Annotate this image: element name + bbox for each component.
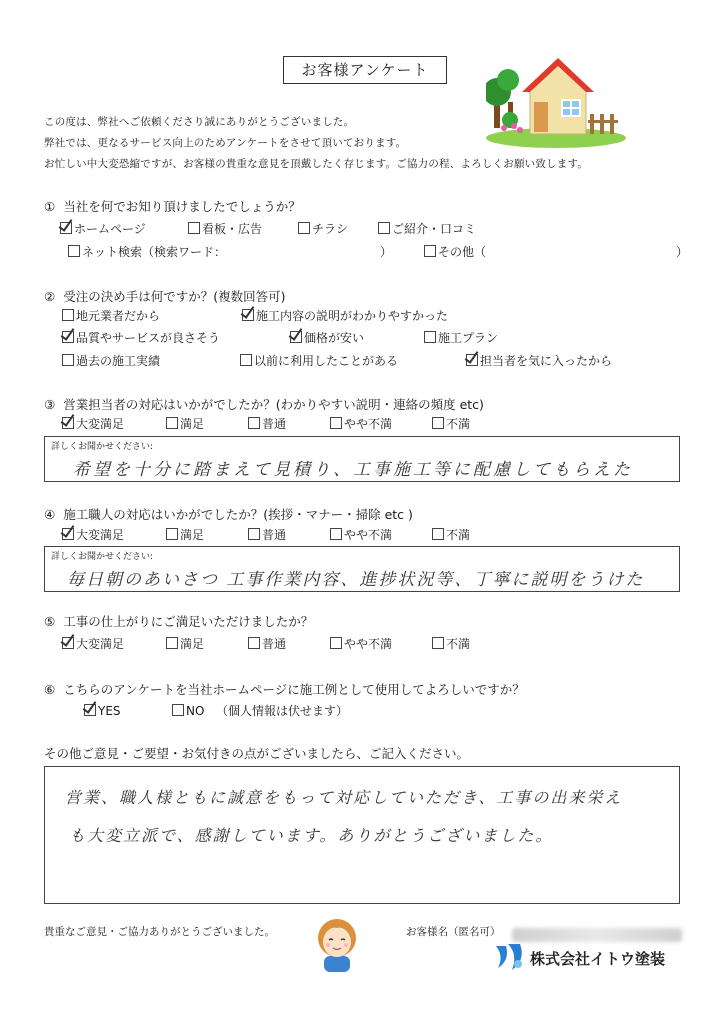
q1-option-net-search[interactable]: ネット検索（検索ワード：	[68, 244, 226, 260]
question-1-number: ①	[44, 199, 56, 214]
checkbox[interactable]	[248, 637, 260, 649]
checkbox-checked[interactable]	[60, 222, 72, 234]
intro-line-3: お忙しい中大変恐縮ですが、お客様の貴重な意見を頂戴したく存じます。ご協力の程、よろしくお願い致します。	[44, 158, 589, 170]
q4-option-unsatisfied[interactable]: 不満	[432, 527, 470, 543]
question-3	[44, 395, 484, 413]
checkbox-checked[interactable]	[62, 417, 74, 429]
q3-option-very-satisfied[interactable]: 大変満足	[62, 416, 124, 432]
customer-name-label: お客様名（匿名可）	[406, 926, 501, 938]
q1-option-signboard[interactable]: 看板・広告	[188, 221, 262, 237]
q1-option-referral[interactable]: ご紹介・口コミ	[378, 221, 476, 237]
company-logo-icon	[494, 942, 528, 972]
q4-detail-answer: 毎日朝のあいさつ 工事作業内容、進捗状況等、丁寧に説明をうけた	[67, 570, 645, 590]
checkbox[interactable]	[166, 637, 178, 649]
q2-option-staff[interactable]: 担当者を気に入ったから	[466, 353, 612, 369]
checkbox[interactable]	[248, 417, 260, 429]
q5-option-neutral[interactable]: 普通	[248, 636, 286, 652]
checkbox[interactable]	[330, 528, 342, 540]
question-3-number: ③	[44, 397, 56, 412]
q4-detail-label: 詳しくお聞かせください:	[51, 552, 154, 562]
q5-option-somewhat-unsatisfied[interactable]: やや不満	[330, 636, 392, 652]
checkbox[interactable]	[68, 245, 80, 257]
checkbox[interactable]	[432, 417, 444, 429]
q1-option-other[interactable]: その他（	[424, 244, 486, 260]
q6-option-no[interactable]: NO	[172, 703, 204, 719]
q1-other-close: ）	[676, 245, 689, 259]
q4-detail-box[interactable]	[44, 546, 680, 592]
intro-line-2: 弊社では、更なるサービス向上のためアンケートをさせて頂いております。	[44, 137, 407, 149]
checkbox-checked[interactable]	[242, 309, 254, 321]
checkbox[interactable]	[432, 637, 444, 649]
q1-option-flyer[interactable]: チラシ	[298, 221, 348, 237]
q4-option-very-satisfied[interactable]: 大変満足	[62, 527, 124, 543]
customer-name-redacted	[512, 928, 682, 942]
q6-privacy-note: （個人情報は伏せます）	[216, 704, 349, 718]
checkbox-checked[interactable]	[290, 331, 302, 343]
q2-option-price[interactable]: 価格が安い	[290, 330, 364, 346]
q3-option-satisfied[interactable]: 満足	[166, 416, 204, 432]
q2-option-quality[interactable]: 品質やサービスが良さそう	[62, 330, 220, 346]
q6-option-yes[interactable]: YES	[84, 703, 121, 719]
other-comments-line-1: 営業、職人様ともに誠意をもって対応していただき、工事の出来栄え	[65, 788, 623, 807]
other-comments-label: その他ご意見・ご要望・お気付きの点がございましたら、ご記入ください。	[44, 746, 470, 761]
checkbox-checked[interactable]	[62, 637, 74, 649]
house-illustration	[486, 50, 628, 148]
q3-detail-label: 詳しくお聞かせください:	[51, 442, 154, 452]
question-1-text: 当社を何でお知り頂けましたでしょうか？	[63, 199, 301, 214]
question-4-number: ④	[44, 507, 56, 522]
checkbox[interactable]	[188, 222, 200, 234]
page-title: お客様アンケート	[283, 56, 447, 84]
staff-mascot-illustration	[312, 912, 362, 972]
checkbox[interactable]	[424, 245, 436, 257]
checkbox[interactable]	[166, 417, 178, 429]
checkbox[interactable]	[330, 637, 342, 649]
q2-option-past-use[interactable]: 以前に利用したことがある	[240, 353, 398, 369]
checkbox[interactable]	[172, 704, 184, 716]
q2-option-explanation[interactable]: 施工内容の説明がわかりやすかった	[242, 308, 448, 324]
q3-detail-box[interactable]	[44, 436, 680, 482]
q3-option-neutral[interactable]: 普通	[248, 416, 286, 432]
question-6	[44, 680, 525, 698]
question-6-number: ⑥	[44, 682, 56, 697]
question-4	[44, 505, 413, 523]
checkbox[interactable]	[166, 528, 178, 540]
checkbox[interactable]	[330, 417, 342, 429]
checkbox[interactable]	[432, 528, 444, 540]
question-4-text: 施工職人の対応はいかがでしたか？(挨拶・マナー・掃除 etc )	[63, 507, 413, 522]
q2-option-track-record[interactable]: 過去の施工実績	[62, 353, 160, 369]
q1-option-homepage[interactable]: ホームページ	[60, 221, 146, 237]
checkbox[interactable]	[240, 354, 252, 366]
q4-option-somewhat-unsatisfied[interactable]: やや不満	[330, 527, 392, 543]
checkbox[interactable]	[424, 331, 436, 343]
question-6-text: こちらのアンケートを当社ホームページに施工例として使用してよろしいですか？	[63, 682, 525, 697]
checkbox-checked[interactable]	[62, 331, 74, 343]
checkbox[interactable]	[62, 309, 74, 321]
q3-option-somewhat-unsatisfied[interactable]: やや不満	[330, 416, 392, 432]
other-comments-box[interactable]	[44, 766, 680, 904]
q3-detail-answer: 希望を十分に踏まえて見積り、工事施工等に配慮してもらえた	[73, 460, 633, 480]
question-3-text: 営業担当者の対応はいかがでしたか？(わかりやすい説明・連絡の頻度 etc)	[63, 397, 484, 412]
question-5-text: 工事の仕上がりにご満足いただけましたか？	[63, 614, 314, 629]
intro-line-1: この度は、弊社へご依頼くださり誠にありがとうございました。	[44, 116, 355, 128]
checkbox-checked[interactable]	[84, 704, 96, 716]
question-5	[44, 612, 313, 630]
question-2-text: 受注の決め手は何ですか？(複数回答可)	[63, 289, 286, 304]
q2-option-plan[interactable]: 施工プラン	[424, 330, 498, 346]
other-comments-line-2: も大変立派で、感謝しています。ありがとうございました。	[69, 826, 554, 845]
q4-option-neutral[interactable]: 普通	[248, 527, 286, 543]
q3-option-unsatisfied[interactable]: 不満	[432, 416, 470, 432]
q5-option-satisfied[interactable]: 満足	[166, 636, 204, 652]
q5-option-very-satisfied[interactable]: 大変満足	[62, 636, 124, 652]
question-2	[44, 287, 285, 305]
checkbox[interactable]	[248, 528, 260, 540]
checkbox[interactable]	[62, 354, 74, 366]
question-5-number: ⑤	[44, 614, 56, 629]
checkbox-checked[interactable]	[466, 354, 478, 366]
question-2-number: ②	[44, 289, 56, 304]
checkbox[interactable]	[378, 222, 390, 234]
q1-net-search-close: ）	[380, 245, 393, 259]
checkbox[interactable]	[298, 222, 310, 234]
q5-option-unsatisfied[interactable]: 不満	[432, 636, 470, 652]
footer-thanks: 貴重なご意見・ご協力ありがとうございました。	[44, 926, 275, 938]
checkbox-checked[interactable]	[62, 528, 74, 540]
question-1	[44, 197, 301, 215]
q2-option-local[interactable]: 地元業者だから	[62, 308, 160, 324]
company-name: 株式会社イトウ塗装	[530, 950, 666, 968]
q4-option-satisfied[interactable]: 満足	[166, 527, 204, 543]
